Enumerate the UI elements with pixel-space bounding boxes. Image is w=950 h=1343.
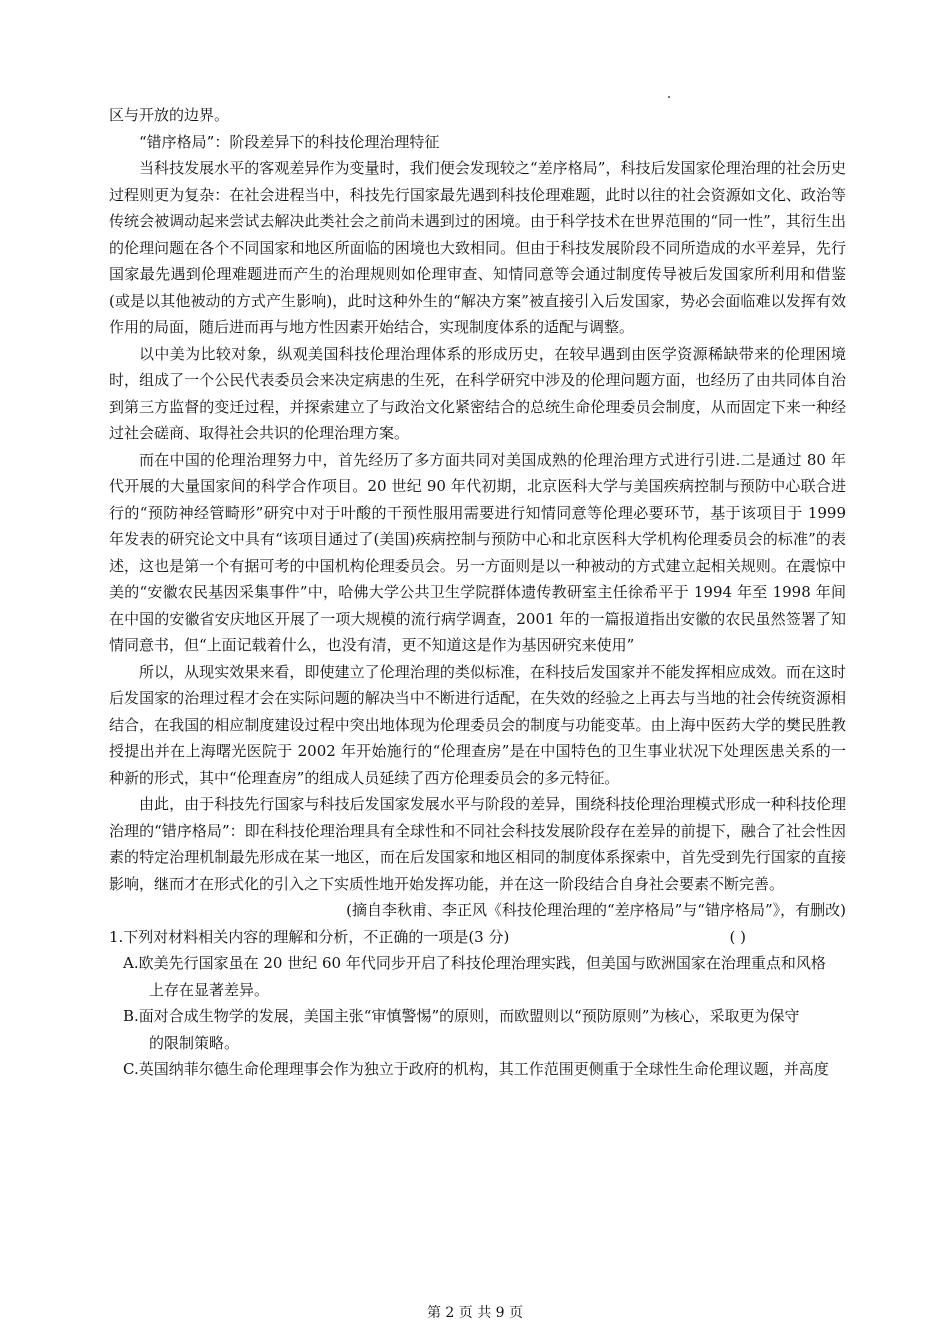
page-content [109,102,846,1083]
page-footer: 第 2 页 共 9 页 [426,1305,524,1321]
section-subheading: “错序格局”：阶段差异下的科技伦理治理特征 [139,132,440,151]
question-stem: 1.下列对材料相关内容的理解和分析，不正确的一项是(3 分) [109,927,510,946]
option-a-cont: 上存在显著差异。 [149,980,270,999]
option-a-text: A.欧美先行国家虽在 20 世纪 60 年代同步开启了科技伦理治理实践，但美国与欧洲国家在治理重点和风格 [123,954,826,972]
option-b [123,1003,846,1056]
option-c [123,1056,846,1083]
speck-mark [668,96,670,98]
paragraph-4: 所以，从现实效果来看，即使建立了伦理治理的类似标准，在科技后发国家并不能发挥相应成效。而在这时后发国家的治理过程才会在实际问题的解决当中不断进行适配，在失效的经验之上再去与当地的社会传统资源相结合，在我国的相应制度建设过程中突出地体现为伦理委员会的制度与功能变革。由上海中医药大学的樊民胜教授提出并在上海曙光医院于 2002 年开始施行的“伦理查房”是在中国特色的卫生事业状况下处理医患关系的一种新的形式，其中“伦理查房”的组成人员延续了西方伦理委员会的多元特征。 [109,662,846,787]
option-b-cont: 的限制策略。 [149,1033,240,1052]
question-1 [109,924,846,951]
answer-bracket: ( ) [729,927,746,946]
source-citation: (摘自李秋甫、李正风《科技伦理治理的“差序格局”与“错序格局”》，有删改) [346,901,846,919]
option-a [123,950,846,1003]
paragraph-3: 而在中国的伦理治理努力中，首先经历了多方面共同对美国成熟的伦理治理方式进行引进.二是通过 80 年代开展的大量国家间的科学合作项目。20 世纪 90 年代初期，北京医科大学与美国疾病控制与预防中心联合进行的“预防神经管畸形”研究中对于叶酸的干预性服用需要进行知情同意等伦理必要环节，基于该项目于 1999 年发表的研究论文中具有“该项目通过了(美国)疾病控制与预防中心和北京医科大学机构伦理委员会的标准”的表述，这也是第一个有据可考的中国机构伦理委员会。另一方面则是以一种被动的方式建立起相关规则。在震惊中美的“安徽农民基因采集事件”中，哈佛大学公共卫生学院群体遗传教研室主任徐希平于 1994 年至 1998 年间在中国的安徽省安庆地区开展了一项大规模的流行病学调查，2001 年的一篇报道指出安徽的农民虽然签署了知情同意书，但“上面记载着什么，也没有清，更不知道这是作为基因研究来使用” [109,450,846,654]
paragraph-5: 由此，由于科技先行国家与科技后发国家发展水平与阶段的差异，围绕科技伦理治理模式形成一种科技伦理治理的“错序格局”：即在科技伦理治理具有全球性和不同社会科技发展阶段存在差异的前提下，融合了社会性因素的特定治理机制最先形成在某一地区，而在后发国家和地区相同的制度体系探索中，首先受到先行国家的直接影响，继而才在形式化的引入之下实质性地开始发挥功能，并在这一阶段结合自身社会要素不断完善。 [109,795,846,893]
continued-line: 区与开放的边界。 [109,106,230,124]
option-b-text: B.面对合成生物学的发展，美国主张“审慎警惕”的原则，而欧盟则以“预防原则”为核心，采取更为保守 [123,1007,800,1025]
option-c-text: C.英国纳菲尔德生命伦理理事会作为独立于政府的机构，其工作范围更侧重于全球性生命伦理议题，并高度 [123,1060,829,1078]
paragraph-2: 以中美为比较对象，纵观美国科技伦理治理体系的形成历史，在较早遇到由医学资源稀缺带来的伦理困境时，组成了一个公民代表委员会来决定病患的生死，在科学研究中涉及的伦理问题方面，也经历了由共同体自治到第三方监督的变迁过程，并探索建立了与政治文化紧密结合的总统生命伦理委员会制度，从而固定下来一种经过社会磋商、取得社会共识的伦理治理方案。 [109,344,846,442]
paragraph-1: 当科技发展水平的客观差异作为变量时，我们便会发现较之“差序格局”，科技后发国家伦理治理的社会历史过程则更为复杂：在社会进程当中，科技先行国家最先遇到科技伦理难题，此时以往的社会资源如文化、政治等传统会被调动起来尝试去解决此类社会之前尚未遇到过的困境。由于科学技术在世界范围的“同一性”，其衍生出的伦理问题在各个不同国家和地区所面临的困境也大致相同。但由于科技发展阶段不同所造成的水平差异，先行国家最先遇到伦理难题进而产生的治理规则如伦理审查、知情同意等会通过制度传导被后发国家所利用和借鉴(或是以其他被动的方式产生影响)，此时这种外生的“解决方案”被直接引入后发国家，势必会面临难以发挥有效作用的局面，随后进而再与地方性因素开始结合，实现制度体系的适配与调整。 [109,159,846,336]
